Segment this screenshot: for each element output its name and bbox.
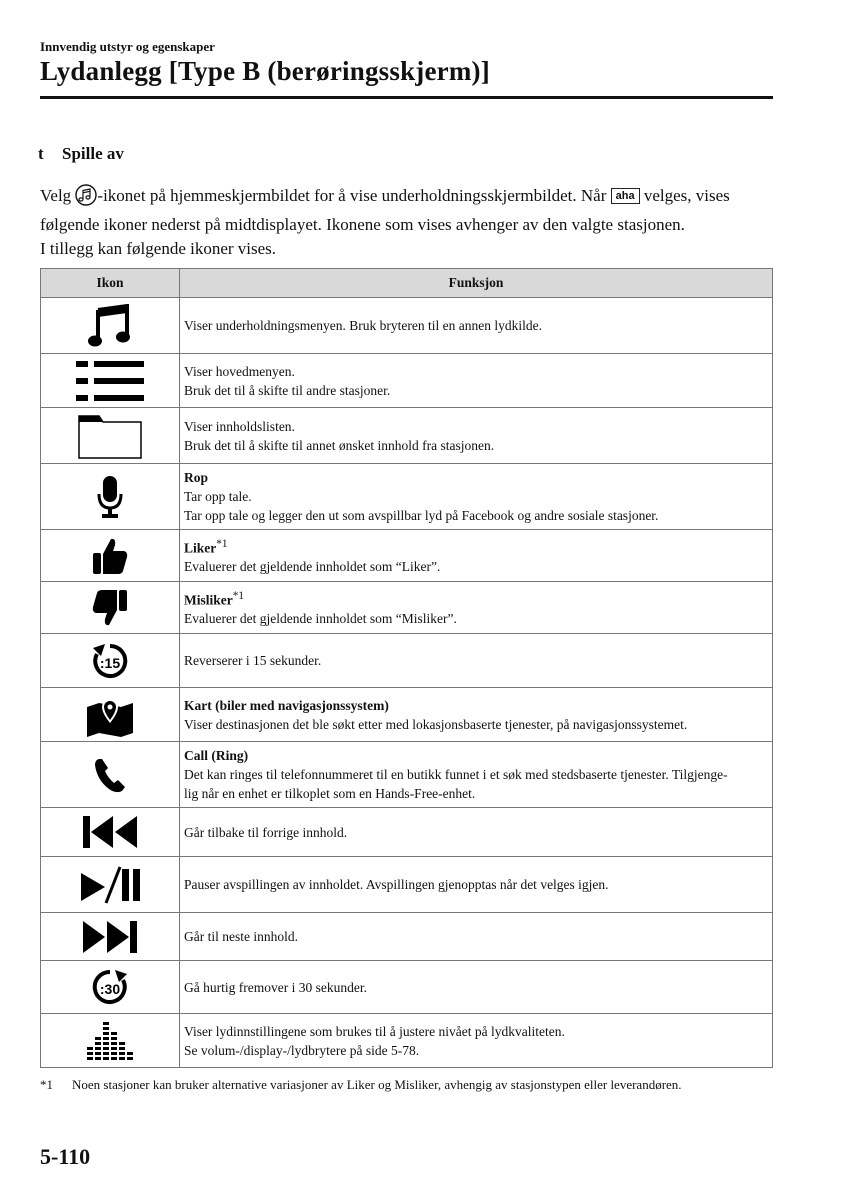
music-note-icon xyxy=(41,304,179,348)
icon-cell xyxy=(41,298,180,354)
table-row xyxy=(41,913,773,961)
subheading-bullet: t xyxy=(38,144,44,163)
music-circle-icon xyxy=(75,184,97,213)
subheading-text: Spille av xyxy=(62,144,124,163)
icon-cell xyxy=(41,582,180,634)
skip-forward-icon xyxy=(41,919,179,955)
skip-back-icon xyxy=(41,814,179,850)
table-header-row xyxy=(41,269,773,298)
icon-cell xyxy=(41,857,180,913)
function-line: Det kan ringes til telefonnummeret til en butikk funnet i et søk med stedsbaserte tjenester. Tilgjenge- xyxy=(184,767,728,782)
map-pin-icon xyxy=(41,693,179,737)
table-row xyxy=(41,354,773,408)
icon-cell xyxy=(41,464,180,530)
footnote-ref: *1 xyxy=(232,589,244,602)
function-line: Viser destinasjonen det ble søkt etter med lokasjonsbaserte tjenester, på navigasjonssystemet. xyxy=(184,716,688,732)
icon-cell xyxy=(41,354,180,408)
function-cell xyxy=(180,913,773,961)
function-cell xyxy=(180,582,773,634)
function-line: Viser lydinnstillingene som brukes til å justere nivået på lydkvaliteten. xyxy=(184,1023,565,1039)
function-line: Går til neste innhold. xyxy=(184,929,298,944)
function-title: Liker xyxy=(184,540,217,556)
intro-part3: velges, vises følgende ikoner nederst på midtdisplayet. Ikonene som vises avhenger av den valgte stasjonen. xyxy=(40,186,730,234)
footnote xyxy=(40,1077,780,1093)
table-row xyxy=(41,464,773,530)
function-title: Misliker xyxy=(184,592,233,608)
table-row xyxy=(41,742,773,808)
intro-line2: I tillegg kan følgende ikoner vises. xyxy=(40,239,277,258)
header-icon: Ikon xyxy=(41,269,180,298)
microphone-icon xyxy=(41,474,179,520)
function-cell xyxy=(180,298,773,354)
function-line: Bruk det til å skifte til annet ønsket innhold fra stasjonen. xyxy=(184,437,495,453)
icon-cell xyxy=(41,808,180,857)
function-cell xyxy=(180,688,773,742)
function-cell xyxy=(180,961,773,1014)
svg-text::30: :30 xyxy=(99,981,121,997)
section-label: Innvendig utstyr og egenskaper xyxy=(40,39,215,54)
aha-badge: aha xyxy=(611,188,640,204)
function-line: lig når en enhet er tilkoplet som en Hands-Free-enhet. xyxy=(184,786,476,801)
icon-cell xyxy=(41,408,180,464)
function-line: Se volum-/display-/lydbrytere på side 5-78. xyxy=(184,1042,420,1058)
function-line: Bruk det til å skifte til andre stasjoner. xyxy=(184,382,391,398)
table-row xyxy=(41,408,773,464)
function-cell xyxy=(180,408,773,464)
table-row xyxy=(41,961,773,1014)
page-title: Lydanlegg [Type B (berøringsskjerm)] xyxy=(40,56,490,86)
icon-cell xyxy=(41,634,180,688)
table-row xyxy=(41,1014,773,1068)
table-row xyxy=(41,808,773,857)
function-title-line xyxy=(184,535,768,558)
function-cell xyxy=(180,634,773,688)
function-cell xyxy=(180,857,773,913)
function-line: Går tilbake til forrige innhold. xyxy=(184,824,348,840)
footnote-text: Noen stasjoner kan bruker alternative variasjoner av Liker og Misliker, avhengig av stasjonstypen eller leverandøren. xyxy=(72,1077,682,1092)
phone-icon xyxy=(41,756,179,794)
rewind-15-icon xyxy=(41,640,179,682)
icon-cell xyxy=(41,742,180,808)
function-line: Evaluerer det gjeldende innholdet som “Misliker”. xyxy=(184,611,457,627)
title-divider xyxy=(40,96,773,99)
function-line: Tar opp tale. xyxy=(184,489,252,504)
function-title: Kart (biler med navigasjonssystem) xyxy=(184,697,389,713)
function-line: Viser hovedmenyen. xyxy=(184,363,295,379)
intro-part2: -ikonet på hjemmeskjermbildet for å vise underholdningsskjermbildet. Når xyxy=(97,186,611,205)
footnote-ref: *1 xyxy=(216,537,228,550)
function-line: Viser innholdslisten. xyxy=(184,418,295,434)
icon-function-table xyxy=(40,268,773,1068)
footnote-mark: *1 xyxy=(40,1077,53,1092)
icon-cell xyxy=(41,1014,180,1068)
function-line: Evaluerer det gjeldende innholdet som “Liker”. xyxy=(184,559,441,575)
table-row xyxy=(41,582,773,634)
intro-paragraph xyxy=(40,184,775,261)
thumbs-down-icon xyxy=(41,588,179,628)
thumbs-up-icon xyxy=(41,536,179,576)
function-cell xyxy=(180,742,773,808)
icon-cell xyxy=(41,913,180,961)
function-line: Pauser avspillingen av innholdet. Avspillingen gjenopptas når det velges igjen. xyxy=(184,877,609,892)
function-cell xyxy=(180,1014,773,1068)
table-row xyxy=(41,298,773,354)
forward-30-icon xyxy=(41,966,179,1008)
function-line: Viser underholdningsmenyen. Bruk bryteren til en annen lydkilde. xyxy=(184,318,542,333)
function-line: Gå hurtig fremover i 30 sekunder. xyxy=(184,979,367,995)
icon-cell xyxy=(41,961,180,1014)
table-row xyxy=(41,530,773,582)
function-cell xyxy=(180,464,773,530)
list-menu-icon xyxy=(41,359,179,403)
header-function: Funksjon xyxy=(180,269,773,298)
equalizer-icon xyxy=(41,1020,179,1062)
icon-cell xyxy=(41,530,180,582)
folder-icon xyxy=(41,412,179,460)
table-row xyxy=(41,634,773,688)
function-line: Tar opp tale og legger den ut som avspillbar lyd på Facebook og andre sosiale stasjoner. xyxy=(184,508,659,523)
svg-text::15: :15 xyxy=(99,654,121,671)
play-pause-icon xyxy=(41,865,179,905)
icon-cell xyxy=(41,688,180,742)
intro-part1: Velg xyxy=(40,186,76,205)
function-cell xyxy=(180,808,773,857)
function-title: Call (Ring) xyxy=(184,748,249,763)
page-number: 5-110 xyxy=(40,1144,91,1169)
function-cell xyxy=(180,530,773,582)
function-title: Rop xyxy=(184,470,209,485)
function-line: Reverserer i 15 sekunder. xyxy=(184,653,322,668)
table-row xyxy=(41,857,773,913)
function-cell xyxy=(180,354,773,408)
table-row xyxy=(41,688,773,742)
function-title-line xyxy=(184,587,768,610)
subheading xyxy=(38,144,124,164)
